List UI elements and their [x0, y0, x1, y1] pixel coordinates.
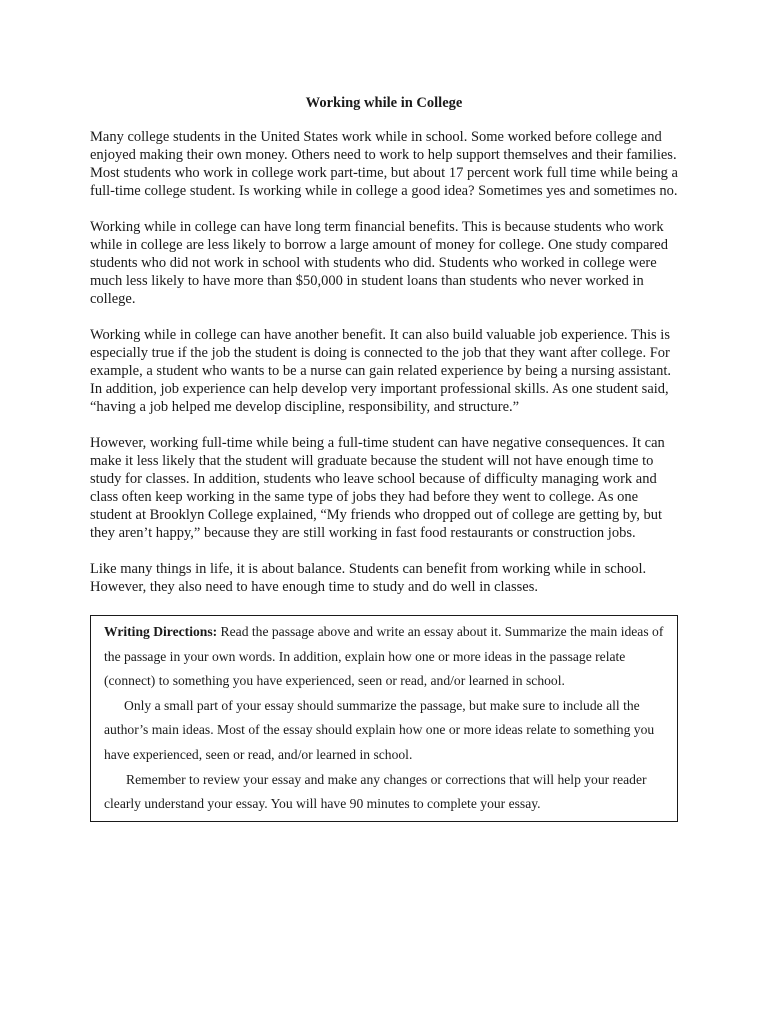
document-title: Working while in College	[305, 95, 463, 111]
document-page	[90, 94, 678, 822]
directions-label: Writing Directions:	[104, 624, 218, 639]
paragraph-financial-benefits: Working while in college can have long term financial benefits. This is because students who work while in college are less likely to borrow a large amount of money for college. One study compared students who did not work in school with students who did. Students who worked in college were much less likely to have more than $50,000 in student loans than students who never worked in college.	[90, 219, 668, 307]
directions-intro-text: Read the passage above and write an essay about it. Summarize the main ideas of the passage in your own words. In addition, explain how one or more ideas in the passage relate (connect) to something you have experienced, seen or read, and/or learned in school.	[104, 624, 664, 689]
paragraph-job-experience: Working while in college can have another benefit. It can also build valuable job experience. This is especially true if the job the student is doing is connected to the job that they want after college. For example, a student who wants to be a nurse can gain related experience by being a nursing assistant. In addition, job experience can help develop very important professional skills. As one student said, “having a job helped me develop discipline, responsibility, and structure.”	[90, 327, 672, 415]
paragraph-balance: Like many things in life, it is about balance. Students can benefit from working while in school. However, they also need to have enough time to study and do well in classes.	[90, 561, 647, 595]
paragraph-negative-consequences: However, working full-time while being a full-time student can have negative consequences. It can make it less likely that the student will graduate because the student will not have enough time to study for classes. In addition, students who leave school because of difficulty managing work and class often keep working in the same type of jobs they had before they went to college. As one student at Brooklyn College explained, “My friends who dropped out of college are getting by, but they aren’t happy,” because they are still working in fast food restaurants or construction jobs.	[90, 435, 665, 541]
paragraph-intro: Many college students in the United States work while in school. Some worked before college and enjoyed making their own money. Others need to work to help support themselves and their families. Most students who work in college work part-time, but about 17 percent work full time while being a full-time college student. Is working while in college a good idea? Sometimes yes and sometimes no.	[90, 129, 678, 199]
writing-directions-box	[90, 615, 678, 822]
directions-paragraph-2: Only a small part of your essay should summarize the passage, but make sure to include all the author’s main ideas. Most of the essay should explain how one or more ideas relate to something you have experienced, seen or read, and/or learned in school.	[104, 697, 655, 762]
directions-paragraph-1	[104, 620, 665, 694]
directions-paragraph-3: Remember to review your essay and make any changes or corrections that will help your reader clearly understand your essay. You will have 90 minutes to complete your essay.	[104, 771, 647, 812]
